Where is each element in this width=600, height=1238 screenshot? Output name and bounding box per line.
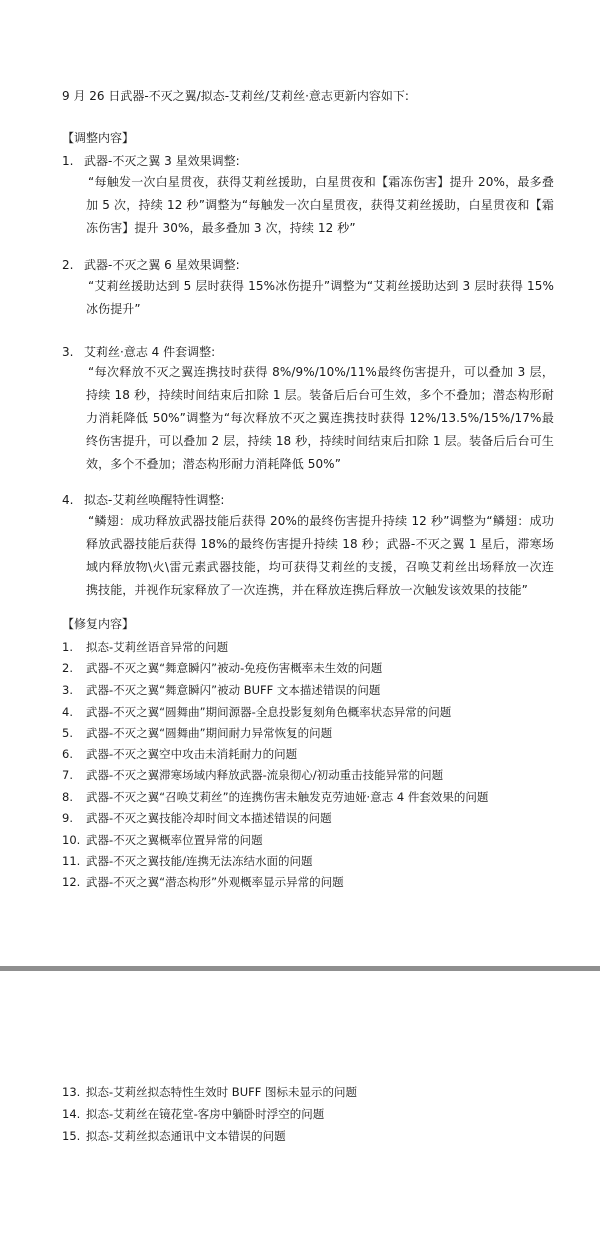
- fix-item-number: 2.: [62, 661, 73, 675]
- fix-item-text: 武器-不灭之翼滞寒场域内释放武器-流泉彻心/初动重击技能异常的问题: [86, 768, 444, 782]
- fix-item-number: 13.: [62, 1085, 81, 1099]
- fix-item-text: 武器-不灭之翼“召唤艾莉丝”的连携伤害未触发克劳迪娅·意志 4 件套效果的问题: [86, 790, 489, 804]
- fix-item: [62, 874, 344, 890]
- fix-item: [62, 789, 488, 805]
- fix-item-text: 拟态-艾莉丝拟态通讯中文本错误的问题: [86, 1129, 286, 1143]
- fix-item-text: 拟态-艾莉丝在镜花堂-客房中躺卧时浮空的问题: [86, 1107, 325, 1121]
- adjust-item-2-text: “艾莉丝援助达到 5 层时获得 15%冰伤提升”调整为“艾莉丝援助达到 3 层时获得 15%冰伤提升”: [86, 279, 554, 316]
- fix-item-number: 1.: [62, 640, 73, 654]
- fix-item-number: 7.: [62, 768, 73, 782]
- adjust-item-4-label: 拟态-艾莉丝唤醒特性调整:: [84, 493, 225, 507]
- fix-item: [62, 639, 228, 655]
- adjust-item-3-label: 艾莉丝·意志 4 件套调整:: [84, 345, 216, 359]
- fix-item-text: 武器-不灭之翼概率位置异常的问题: [86, 833, 263, 847]
- fix-item-text: 武器-不灭之翼空中攻击未消耗耐力的问题: [86, 747, 298, 761]
- fix-item-number: 12.: [62, 875, 81, 889]
- fix-item-text: 武器-不灭之翼技能/连携无法冻结水面的问题: [86, 854, 313, 868]
- adjust-item-2-header: [62, 257, 240, 273]
- fix-section-heading: 【修复内容】: [62, 617, 135, 631]
- adjust-item-3-text: “每次释放不灭之翼连携技时获得 8%/9%/10%/11%最终伤害提升，可以叠加 3 层，持续 18 秒，持续时间结束后扣除 1 层。装备后后台可生效，多个不叠加；潜态构形耐力消耗降低 50%”调整为“每次释放不灭之翼连携技时获得 12%/13.5%/15%/17%最终伤害提升，可以叠加 2 层，持续 18 秒，持续时间结束后扣除 1 层。装备后后台可生效，多个不叠加；潜态构形耐力消耗降低 50%”: [86, 365, 554, 471]
- adjust-item-1-label: 武器-不灭之翼 3 星效果调整:: [84, 154, 240, 168]
- fix-item: [62, 1106, 324, 1122]
- fix-item-number: 5.: [62, 726, 73, 740]
- adjust-item-3-number: 3.: [62, 345, 74, 359]
- fix-item-text: 武器-不灭之翼“潜态构形”外观概率显示异常的问题: [86, 875, 344, 889]
- fix-item: [62, 767, 443, 783]
- adjust-item-2-number: 2.: [62, 258, 74, 272]
- fix-item: [62, 746, 297, 762]
- fix-item: [62, 1084, 357, 1100]
- adjust-item-4-number: 4.: [62, 493, 74, 507]
- adjust-item-3-header: [62, 344, 215, 360]
- fix-item-text: 武器-不灭之翼“舞意瞬闪”被动 BUFF 文本描述错误的问题: [86, 683, 381, 697]
- fix-item-text: 拟态-艾莉丝语音异常的问题: [86, 640, 229, 654]
- page-title: 9 月 26 日武器-不灭之翼/拟态-艾莉丝/艾莉丝·意志更新内容如下:: [62, 89, 409, 103]
- fix-item-number: 6.: [62, 747, 73, 761]
- fix-item-number: 11.: [62, 854, 81, 868]
- fix-item-text: 武器-不灭之翼“圆舞曲”期间源器-全息投影复刻角色概率状态异常的问题: [86, 705, 452, 719]
- fix-item: [62, 660, 382, 676]
- fix-item: [62, 704, 451, 720]
- fix-item-text: 武器-不灭之翼“舞意瞬闪”被动-免疫伤害概率未生效的问题: [86, 661, 383, 675]
- fix-item-text: 武器-不灭之翼技能冷却时间文本描述错误的问题: [86, 811, 332, 825]
- adjust-item-2-label: 武器-不灭之翼 6 星效果调整:: [84, 258, 240, 272]
- fix-item-number: 4.: [62, 705, 73, 719]
- adjust-item-4-text: “鳞翅：成功释放武器技能后获得 20%的最终伤害提升持续 12 秒”调整为“鳞翅：成功释放武器技能后获得 18%的最终伤害提升持续 18 秒；武器-不灭之翼 1 星后，滞寒场域内释放物\火\雷元素武器技能，均可获得艾莉丝的支援，召唤艾莉丝出场释放一次连携技能，并视作玩家释放了一次连携，并在释放连携后释放一次触发该效果的技能”: [86, 514, 554, 597]
- fix-item: [62, 725, 332, 741]
- fix-item-number: 9.: [62, 811, 73, 825]
- fix-item-number: 10.: [62, 833, 81, 847]
- fix-item: [62, 810, 332, 826]
- fix-item: [62, 853, 313, 869]
- fix-item: [62, 1128, 286, 1144]
- fix-item-number: 14.: [62, 1107, 81, 1121]
- fix-item-text: 拟态-艾莉丝拟态特性生效时 BUFF 图标未显示的问题: [86, 1085, 357, 1099]
- adjust-item-1-number: 1.: [62, 154, 74, 168]
- fix-item-text: 武器-不灭之翼“圆舞曲”期间耐力异常恢复的问题: [86, 726, 333, 740]
- fix-item: [62, 832, 263, 848]
- adjust-section-heading: 【调整内容】: [62, 131, 135, 145]
- document-page-bottom: [0, 971, 600, 1238]
- adjust-item-4-header: [62, 492, 224, 508]
- fix-item-number: 3.: [62, 683, 73, 697]
- fix-item: [62, 682, 380, 698]
- adjust-item-1-text: “每触发一次白星贯夜，获得艾莉丝援助，白星贯夜和【霜冻伤害】提升 20%，最多叠加 5 次，持续 12 秒”调整为“每触发一次白星贯夜，获得艾莉丝援助，白星贯夜和【霜冻伤害】提升 30%，最多叠加 3 次，持续 12 秒”: [86, 175, 554, 235]
- adjust-item-1-header: [62, 153, 240, 169]
- fix-item-number: 8.: [62, 790, 73, 804]
- fix-item-number: 15.: [62, 1129, 81, 1143]
